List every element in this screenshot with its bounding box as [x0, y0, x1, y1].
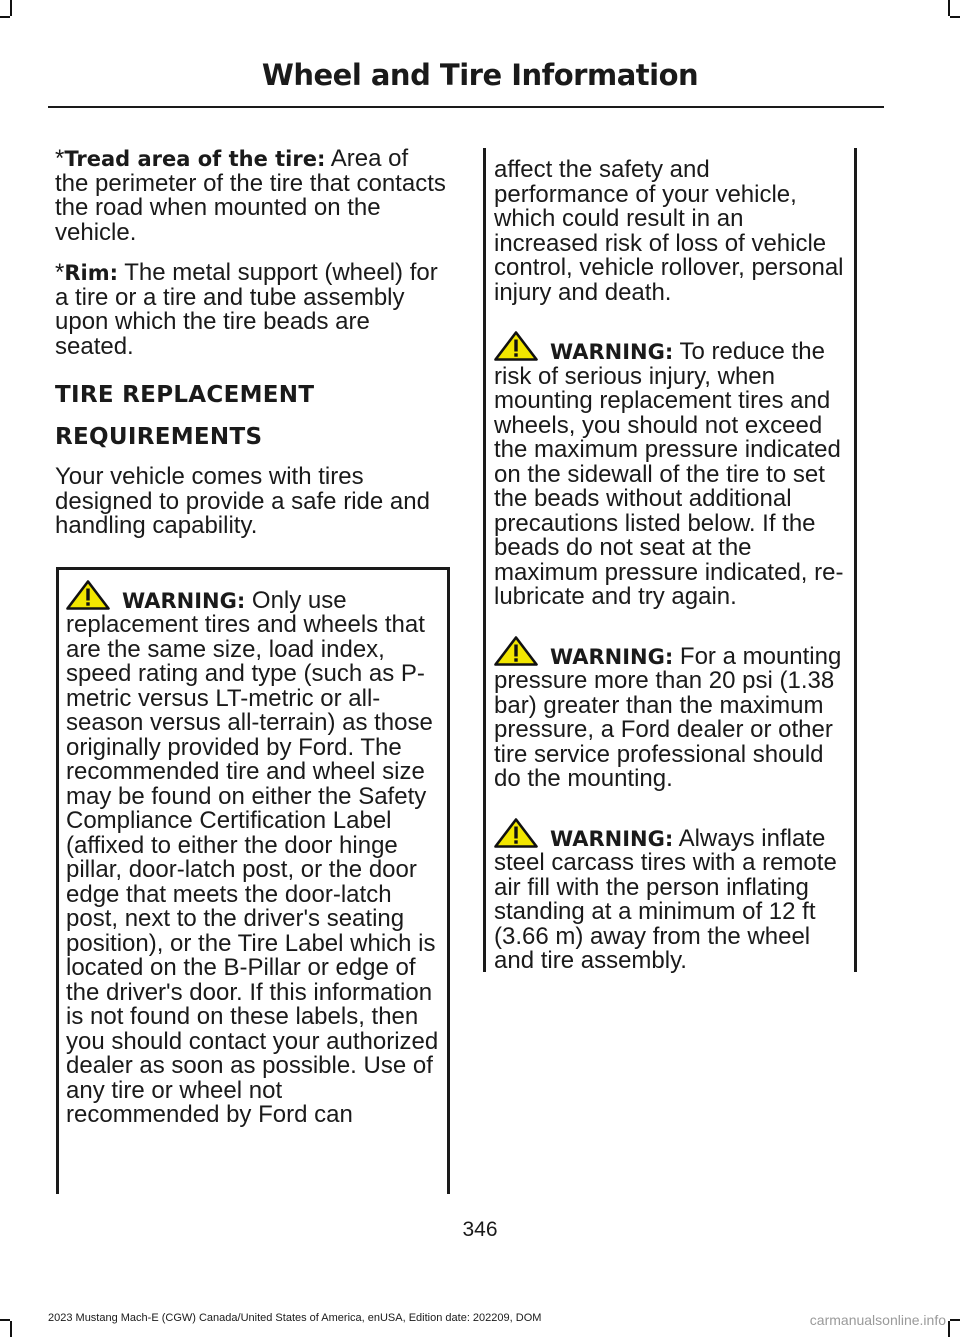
- warning-label: WARNING:: [122, 588, 246, 613]
- right-column: [488, 148, 876, 972]
- definition-term: Tread area of the tire:: [64, 147, 326, 171]
- warning-continuation: affect the safety and performance of your vehicle, which could result in an increased risk of loss of vehicle control, vehicle rollover, personal injury and death.: [494, 156, 844, 306]
- asterisk: *: [55, 259, 65, 286]
- header-divider: [48, 106, 884, 108]
- section-heading: [55, 381, 447, 451]
- warning-paragraph: [494, 818, 846, 974]
- crop-mark: [0, 16, 10, 18]
- warning-triangle-icon: [494, 818, 538, 848]
- asterisk: *: [55, 145, 65, 172]
- definition-rim: [55, 261, 447, 359]
- section-intro: Your vehicle comes with tires designed to provide a safe ride and handling capability.: [55, 463, 430, 539]
- warning-triangle-icon: [66, 580, 110, 610]
- warning-triangle-icon: [494, 331, 538, 361]
- crop-mark: [10, 0, 12, 16]
- warning-label: WARNING:: [550, 340, 674, 364]
- crop-mark: [950, 16, 960, 18]
- warning-paragraph: [66, 580, 439, 1128]
- warning-label: WARNING:: [550, 644, 674, 669]
- definition-term: Rim:: [64, 261, 118, 285]
- crop-mark: [10, 1321, 12, 1337]
- definition-text: The metal support (wheel) for a tire or a tire and tube assembly upon which the tire beads are seated.: [55, 259, 438, 360]
- left-column: [55, 147, 447, 1194]
- definition-text: Area of the perimeter of the tire that contacts the road when mounted on the vehicle.: [55, 145, 446, 246]
- definition-tread-area: [55, 147, 447, 245]
- warning-text: To reduce the risk of serious injury, when mounting replacement tires and wheels, you should not exceed the maximum pressure indicated on the sidewall of the tire to set the beads without additional precautions listed below. If the beads do not seat at the maximum pressure indicated, re-lubricate and try again.: [494, 338, 844, 610]
- page-number: 346: [462, 1218, 498, 1241]
- page-title: Wheel and Tire Information: [261, 58, 699, 92]
- warning-box: [56, 567, 450, 1194]
- crop-mark: [950, 1319, 960, 1321]
- warning-text: Only use replacement tires and wheels that are the same size, load index, speed rating and type (such as P-metric versus LT-metric or all-season versus all-terrain) as those originally provided by Ford. The recommended tire and wheel size may be found on either the Safety Compliance Certification Label (affixed to either the door hinge pillar, door-latch post, or the door edge that meets the door-latch post, next to the driver's seating position), or the Tire Label which is located on the B-Pillar or edge of the driver's door. If this information is not found on these labels, then you should contact your authorized dealer as soon as possible. Use of any tire or wheel not recommended by Ford can: [66, 586, 439, 1128]
- warning-paragraph: [494, 636, 846, 792]
- warning-text: For a mounting pressure more than 20 psi (1.38 bar) greater than the maximum pressure, a Ford dealer or other tire service professional should do the mounting.: [494, 642, 842, 792]
- warning-triangle-icon: [494, 636, 538, 666]
- warning-paragraph: [494, 331, 846, 610]
- watermark: carmanualsonline.info: [809, 1312, 946, 1328]
- warning-label: WARNING:: [550, 826, 674, 851]
- footer-edition: 2023 Mustang Mach-E (CGW) Canada/United States of America, enUSA, Edition date: 202209, DOM: [48, 1312, 542, 1324]
- crop-mark: [948, 0, 950, 16]
- section-heading-line: REQUIREMENTS: [55, 424, 263, 450]
- crop-mark: [0, 1319, 10, 1321]
- section-heading-line: TIRE REPLACEMENT: [55, 382, 315, 408]
- warning-box: [483, 148, 857, 972]
- warning-text: Always inflate steel carcass tires with a remote air fill with the person inflating standing at a minimum of 12 ft (3.66 m) away from the wheel and tire assembly.: [494, 824, 837, 974]
- crop-mark: [948, 1321, 950, 1337]
